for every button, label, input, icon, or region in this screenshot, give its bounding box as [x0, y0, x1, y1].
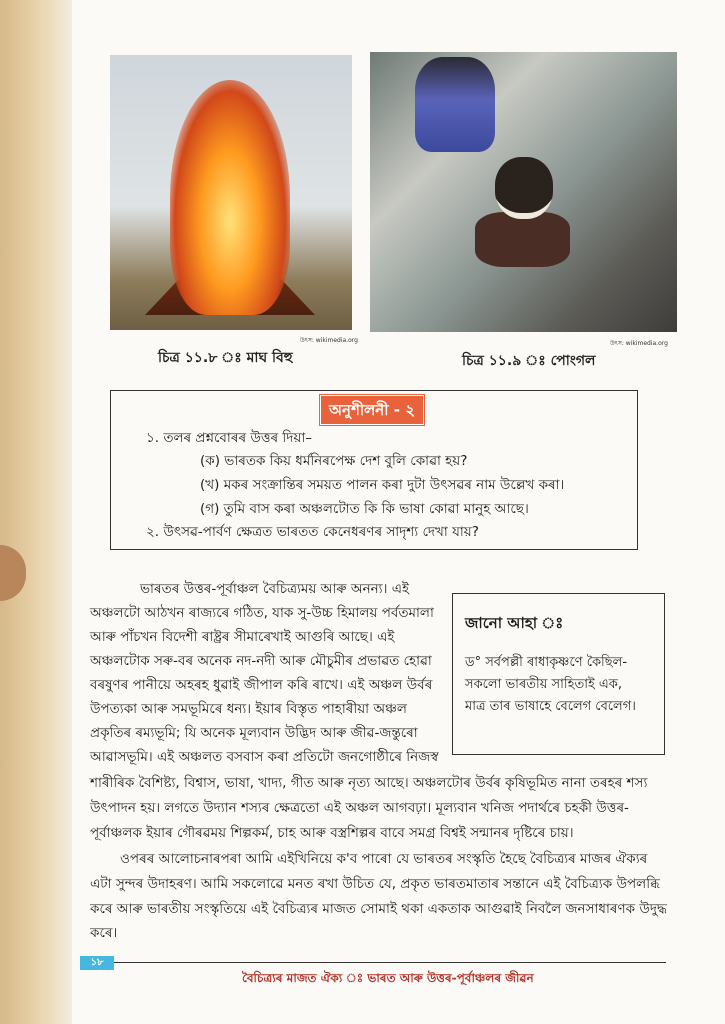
body-line: অঞ্চলটোক সৰু-বৰ অনেক নদ-নদী আৰু মৌচুমীৰ প্ৰভাৱত হোৱা: [90, 653, 432, 669]
exercise-question-1: ১. তলৰ প্ৰশ্নবোৰৰ উত্তৰ দিয়া–: [146, 430, 312, 446]
body-line: আৱাসভূমি। এই অঞ্চলত বসবাস কৰা প্ৰতিটো জনগোষ্ঠীৰে নিজস্ব: [90, 749, 439, 765]
figure-1-caption: চিত্ৰ ১১.৮ ঃ মাঘ বিহু: [158, 350, 293, 366]
body-line: উৎপাদন হয়। লগতে উদ্যান শস্যৰ ক্ষেত্ৰতো এই অঞ্চল আগবঢ়া। মূল্যবান খনিজ পদাৰ্থৰে চহকী উত্তৰ-: [90, 800, 629, 816]
body-line: এটা সুন্দৰ উদাহৰণ। আমি সকলোৱে মনত ৰখা উচিত যে, প্ৰকৃত ভাৰতমাতাৰ সন্তানে এই বৈচিত্ৰ্যক উপলব্ধি: [90, 876, 660, 892]
know-box-line-3: মাত্ৰ তাৰ ভাষাহে বেলেগ বেলেগ।: [465, 699, 636, 714]
exercise-question-1b: (খ) মকৰ সংক্ৰান্তিৰ সময়ত পালন কৰা দুটা উৎসৱৰ নাম উল্লেখ কৰা।: [200, 477, 565, 493]
figure-2-caption: চিত্ৰ ১১.৯ ঃ পোংগল: [462, 353, 596, 369]
body-line: পূৰ্বাঞ্চলক ইয়াৰ গৌৰৱময় শিল্পকৰ্ম, চাহ আৰু বস্ত্ৰশিল্পৰ বাবে সমগ্ৰ বিশ্বই সন্মানৰ দৃষ্টিৰে চায়।: [90, 825, 574, 841]
exercise-question-1a: (ক) ভাৰতক কিয় ধৰ্মনিৰপেক্ষ দেশ বুলি কোৱা হয়?: [200, 453, 468, 469]
figure-2-source: উৎস: wikimedia.org: [610, 340, 668, 347]
body-line: প্ৰকৃতিৰ ৰম্যভূমি; যি অনেক মূল্যবান উদ্ভিদ আৰু জীৱ-জন্তুৰো: [90, 725, 418, 741]
body-line: কৰে।: [90, 925, 118, 941]
exercise-question-1c: (গ) তুমি বাস কৰা অঞ্চলটোত কি কি ভাষা কোৱা মানুহ আছে।: [200, 501, 529, 517]
bonfire-flame: [170, 80, 290, 315]
running-title: বৈচিত্ৰ্যৰ মাজত ঐক্য ঃ ভাৰত আৰু উত্তৰ-পূৰ্বাঞ্চলৰ জীৱন: [242, 971, 534, 985]
exercise-title: অনুশীলনী - ২: [320, 395, 424, 425]
figure-magh-bihu-photo: [110, 55, 352, 330]
book-binding: [0, 0, 72, 1024]
body-line: ভাৰতৰ উত্তৰ-পূৰ্বাঞ্চল বৈচিত্ৰ্যময় আৰু অনন্য। এই: [140, 581, 410, 597]
know-box-title: জানো আহা ঃ: [465, 614, 564, 632]
body-line: বৰষুণৰ পানীয়ে অহৰহ ধুৱাই জীপাল কৰি ৰাখে। এই অঞ্চল উৰ্বৰ: [90, 677, 433, 693]
page-number: ১৮: [80, 956, 114, 970]
body-line: অঞ্চলটো আঠখন ৰাজ্যৰে গঠিত, যাক সু-উচ্চ হিমালয় পৰ্বতমালা: [90, 605, 434, 621]
footer-rule: [88, 962, 666, 963]
woman-cooking: [415, 57, 495, 152]
figure-pongal-photo: [370, 52, 677, 332]
body-line: ওপৰৰ আলোচনাৰপৰা আমি এইখিনিয়ে ক'ব পাৰো যে ভাৰতৰ সংস্কৃতি হৈছে বৈচিত্ৰ্যৰ মাজৰ ঐক্যৰ: [120, 851, 648, 867]
body-line: শাৰীৰিক বৈশিষ্ট্য, বিশ্বাস, ভাষা, খাদ্য, গীত আৰু নৃত্য আছে। অঞ্চলটোৰ উৰ্বৰ কৃষিভূমিত নানা তৰহৰ শস্য: [90, 775, 648, 791]
body-line: কৰে আৰু ভাৰতীয় সংস্কৃতিয়ে এই বৈচিত্ৰ্যৰ মাজত সোমাই থকা একতাক আগুৱাই নিবলৈ জনসাধাৰণক উদুদ্ধ: [90, 901, 667, 917]
clay-stove: [475, 212, 570, 267]
know-box-line-1: ড° সৰ্বপল্লী ৰাধাকৃষ্ণণে কৈছিল-: [465, 655, 628, 670]
body-line: আৰু পাঁচখন বিদেশী ৰাষ্ট্ৰৰ সীমাৰেখাই আগুৰি আছে। এই: [90, 629, 395, 645]
know-box-line-2: সকলো ভাৰতীয় সাহিতাই এক,: [465, 677, 622, 692]
figure-1-source: উৎস: wikimedia.org: [300, 337, 358, 344]
cooking-pot: [495, 157, 553, 219]
body-line: উপত্যকা আৰু সমভূমিৰে ধন্য। ইয়াৰ বিস্তৃত পাহাৰীয়া অঞ্চল: [90, 701, 407, 717]
exercise-question-2: ২. উৎসৱ-পাৰ্বণ ক্ষেত্ৰত ভাৰতত কেনেধৰণৰ সাদৃশ্য দেখা যায়?: [146, 524, 479, 540]
